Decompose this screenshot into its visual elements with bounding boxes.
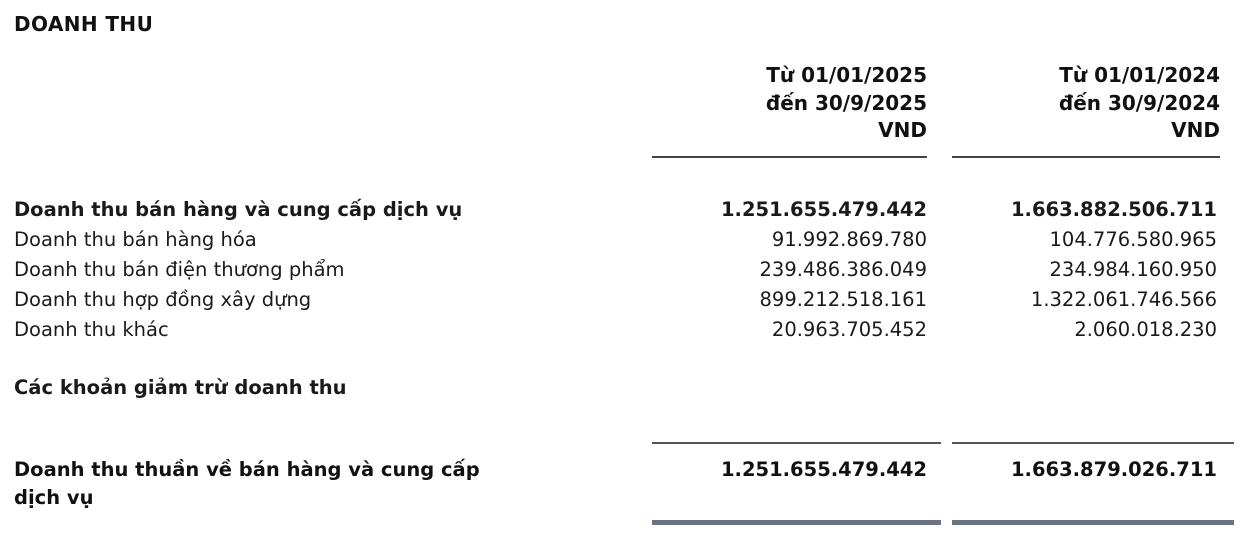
column-header-line-2: đến 30/9/2025 — [765, 90, 927, 115]
table-row-deductions — [14, 374, 1220, 404]
row-label: Doanh thu hợp đồng xây dựng — [14, 288, 312, 311]
page-title: DOANH THU — [14, 12, 154, 36]
row-value-period-1: 239.486.386.049 — [759, 258, 927, 281]
table-row — [14, 316, 1220, 346]
column-header-period-1 — [612, 62, 927, 145]
column-header-line-1: Từ 01/01/2024 — [1059, 63, 1220, 87]
row-label-line-1: Doanh thu thuần về bán hàng và cung cấp — [14, 458, 480, 481]
row-value-period-2: 1.663.882.506.711 — [1010, 198, 1217, 221]
column-header-period-2 — [930, 62, 1220, 145]
row-label: Doanh thu khác — [14, 318, 169, 341]
table-row — [14, 226, 1220, 256]
column-header-currency: VND — [878, 118, 927, 143]
total-rule-bottom-column-2 — [952, 520, 1234, 525]
column-header-line-1: Từ 01/01/2025 — [766, 63, 927, 87]
total-rule-top-column-1 — [652, 442, 941, 444]
column-header-currency: VND — [1171, 118, 1220, 143]
row-value-period-1: 20.963.705.452 — [771, 318, 927, 341]
row-value-period-1: 1.251.655.479.442 — [720, 198, 927, 221]
row-label-line-2: dịch vụ — [14, 486, 94, 510]
row-value-period-1: 91.992.869.780 — [771, 228, 927, 251]
column-header-line-2: đến 30/9/2024 — [1058, 90, 1220, 115]
row-spacer — [14, 346, 1220, 374]
row-value-period-1: 899.212.518.161 — [759, 288, 927, 311]
row-label — [14, 456, 612, 513]
row-label: Các khoản giảm trừ doanh thu — [14, 376, 347, 399]
table-row — [14, 286, 1220, 316]
table-row — [14, 196, 1220, 226]
table-row — [14, 256, 1220, 286]
revenue-table — [14, 196, 1220, 404]
total-rule-top-column-2 — [952, 442, 1234, 444]
row-label: Doanh thu bán điện thương phẩm — [14, 258, 345, 281]
row-value-period-1: 1.251.655.479.442 — [720, 458, 927, 481]
header-rule-column-1 — [652, 156, 927, 158]
row-value-period-2: 234.984.160.950 — [1049, 258, 1217, 281]
row-label: Doanh thu bán hàng và cung cấp dịch vụ — [14, 198, 463, 221]
header-rule-column-2 — [952, 156, 1220, 158]
row-value-period-2: 104.776.580.965 — [1049, 228, 1217, 251]
row-value-period-2: 1.322.061.746.566 — [1030, 288, 1217, 311]
row-label: Doanh thu bán hàng hóa — [14, 228, 257, 251]
total-rule-bottom-column-1 — [652, 520, 941, 525]
table-row-total — [14, 456, 1220, 513]
row-value-period-2: 1.663.879.026.711 — [1010, 458, 1217, 481]
row-value-period-2: 2.060.018.230 — [1074, 318, 1217, 341]
